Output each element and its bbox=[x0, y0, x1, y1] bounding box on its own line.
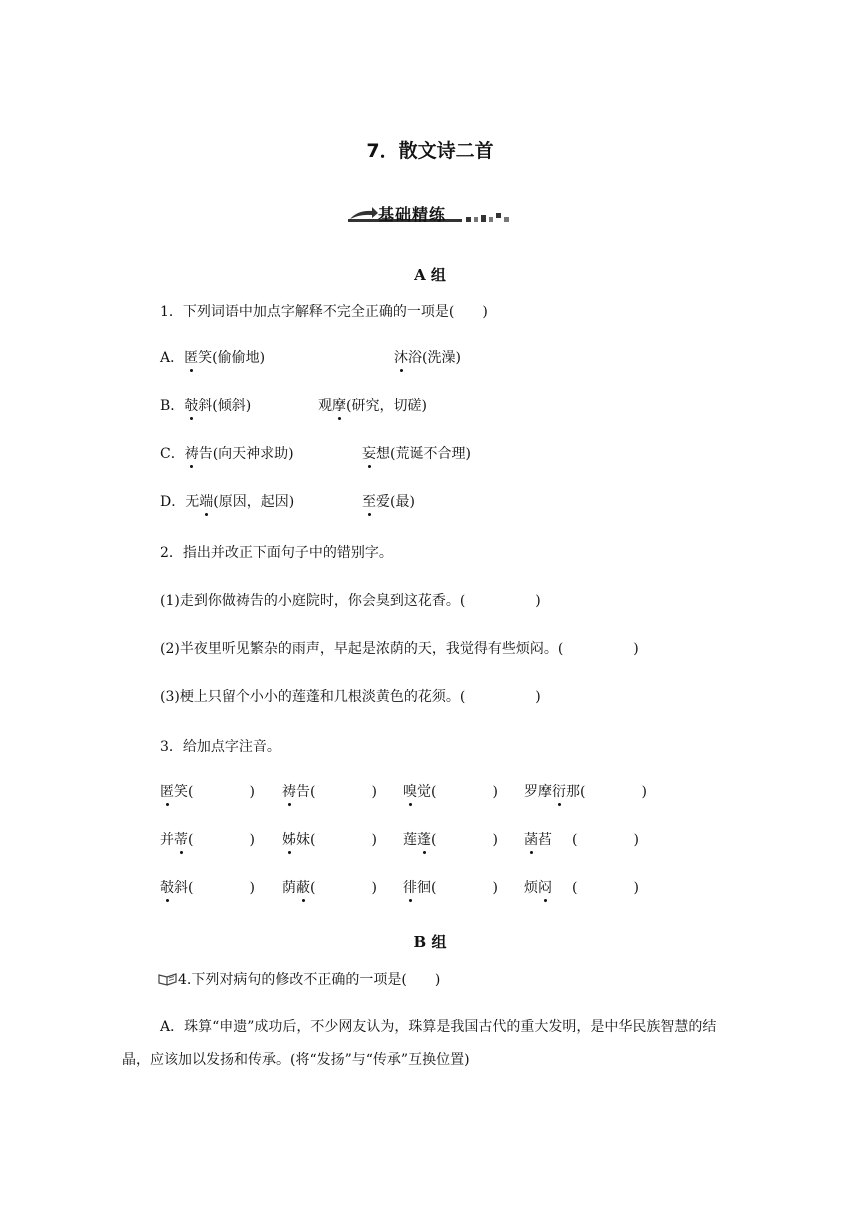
dotted-char: 嗅 bbox=[403, 781, 417, 801]
pinyin-item[interactable]: 攲斜( ) bbox=[160, 877, 255, 897]
dotted-char: 妄 bbox=[362, 443, 376, 463]
pinyin-item[interactable]: 徘徊( ) bbox=[403, 877, 498, 897]
dotted-char: 端 bbox=[199, 491, 213, 511]
pinyin-item[interactable]: 姊妹( ) bbox=[282, 829, 377, 849]
q1-option-d-second bbox=[362, 491, 415, 511]
group-a-heading: A 组 bbox=[414, 266, 446, 284]
answer-blank: ( ) bbox=[431, 880, 498, 896]
option-letter: C． bbox=[160, 446, 185, 462]
q4-option-a[interactable]: A．珠算“申遗”成功后，不少网友认为，珠算是我国古代的重大发明，是中华民族智慧的结晶，应该加以发扬和传承。(将“发扬”与“传承”互换位置) bbox=[122, 1019, 717, 1068]
q1-option-d[interactable]: D．无端(原因，起因) bbox=[160, 491, 294, 511]
option-text: 告(向天神求助) bbox=[198, 446, 294, 462]
q2-sentence-1: (1)走到你做祷告的小庭院时，你会臭到这花香。( ) bbox=[160, 593, 541, 609]
q2-stem: 2．指出并改正下面句子中的错别字。 bbox=[160, 545, 393, 561]
q2-sentence-2: (2)半夜里听见繁杂的雨声，早起是浓荫的天，我觉得有些烦闷。( ) bbox=[160, 641, 639, 657]
q3-stem: 3．给加点字注音。 bbox=[160, 739, 281, 755]
answer-blank: ( ) bbox=[188, 784, 255, 800]
pinyin-item[interactable]: 菡萏 ( ) bbox=[524, 829, 639, 849]
q4-stem-line bbox=[158, 969, 440, 989]
pinyin-item[interactable]: 烦闷 ( ) bbox=[524, 877, 639, 897]
pinyin-item[interactable]: 荫蔽( ) bbox=[282, 877, 377, 897]
group-b-heading: B 组 bbox=[413, 933, 447, 951]
dotted-char: 蒂 bbox=[174, 829, 188, 849]
q1-option-c-second bbox=[362, 443, 471, 463]
answer-blank: ( ) bbox=[580, 784, 647, 800]
option-letter: A． bbox=[160, 350, 185, 366]
dotted-char: 祷 bbox=[282, 781, 296, 801]
dotted-char: 姊 bbox=[282, 829, 296, 849]
pinyin-item[interactable]: 莲蓬( ) bbox=[403, 829, 498, 849]
pinyin-item[interactable]: 祷告( ) bbox=[282, 781, 377, 801]
answer-blank: ( ) bbox=[310, 880, 377, 896]
dotted-char: 徘 bbox=[403, 877, 417, 897]
option-text: 笑(偷偷地) bbox=[198, 350, 266, 366]
answer-blank: ( ) bbox=[572, 832, 639, 848]
q1-option-c[interactable] bbox=[160, 443, 294, 463]
dotted-char: 沐 bbox=[394, 347, 408, 367]
option-text: 想(荒诞不合理) bbox=[376, 446, 471, 462]
answer-blank: ( ) bbox=[572, 880, 639, 896]
q1-option-b-second: 观摩(研究，切磋) bbox=[318, 395, 427, 415]
pinyin-item[interactable]: 嗅觉( ) bbox=[403, 781, 498, 801]
answer-blank: ( ) bbox=[431, 784, 498, 800]
option-letter: B． bbox=[160, 398, 185, 414]
answer-blank: ( ) bbox=[431, 832, 498, 848]
dotted-char: 蓬 bbox=[417, 829, 431, 849]
dotted-char: 蔽 bbox=[296, 877, 310, 897]
answer-blank: ( ) bbox=[188, 832, 255, 848]
q4-stem: 4.下列对病句的修改不正确的一项是( ) bbox=[178, 972, 441, 988]
q1-stem: 1．下列词语中加点字解释不完全正确的一项是( ) bbox=[160, 304, 488, 320]
dotted-char: 菡 bbox=[524, 829, 538, 849]
dotted-char: 至 bbox=[362, 491, 376, 511]
option-letter: D． bbox=[160, 494, 186, 510]
q2-sentence-3: (3)梗上只留个小小的莲蓬和几根淡黄色的花须。( ) bbox=[160, 689, 541, 705]
q1-option-a-second bbox=[394, 347, 461, 367]
pinyin-item[interactable]: 罗摩衍那( ) bbox=[524, 781, 647, 801]
option-text: 爱(最) bbox=[376, 494, 415, 510]
banner-label: 基础精练 bbox=[378, 205, 447, 224]
dotted-char: 祷 bbox=[185, 443, 199, 463]
answer-blank: ( ) bbox=[310, 832, 377, 848]
pinyin-item[interactable]: 并蒂( ) bbox=[160, 829, 255, 849]
dotted-char: 摩 bbox=[332, 395, 346, 415]
dotted-char: 攲 bbox=[184, 395, 198, 415]
q1-option-b[interactable] bbox=[160, 395, 251, 415]
option-text: 浴(洗澡) bbox=[408, 350, 461, 366]
dotted-char: 匿 bbox=[160, 781, 174, 801]
answer-blank: ( ) bbox=[310, 784, 377, 800]
option-text: 斜(倾斜) bbox=[198, 398, 252, 414]
option-text: (原因，起因) bbox=[213, 494, 295, 510]
book-icon bbox=[158, 972, 178, 986]
q1-option-a[interactable] bbox=[160, 347, 265, 367]
answer-blank: ( ) bbox=[188, 880, 255, 896]
dotted-char: 匿 bbox=[184, 347, 198, 367]
dotted-char: 闷 bbox=[538, 877, 552, 897]
section-banner bbox=[348, 202, 512, 224]
pinyin-item[interactable]: 匿笑( ) bbox=[160, 781, 255, 801]
dotted-char: 攲 bbox=[160, 877, 174, 897]
option-text: (研究，切磋) bbox=[346, 398, 427, 414]
dotted-char: 衍 bbox=[552, 781, 566, 801]
page-title: 7．散文诗二首 bbox=[366, 140, 494, 162]
